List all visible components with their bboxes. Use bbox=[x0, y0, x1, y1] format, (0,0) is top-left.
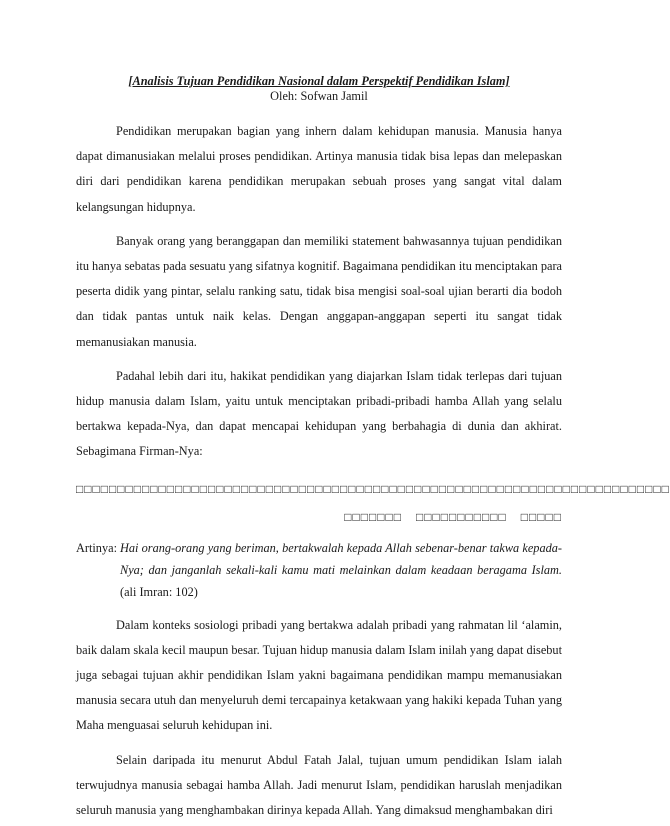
paragraph-4: Dalam konteks sosiologi pribadi yang bertakwa adalah pribadi yang rahmatan lil ‘alamin, baik dalam skala kecil maupun besar. Tujuan hidup manusia dalam Islam inilah yang dapat disebut juga sebagai tujuan akhir pendidikan Islam yakni bagaimana pendidikan mampu memanusiakan manusia secara utuh dan menyeluruh demi tercapainya ketakwaan yang hakiki kepada Tuhan yang Maha menguasai seluruh kehidupan ini. bbox=[76, 617, 562, 733]
arabic-word: □□□□ bbox=[389, 481, 423, 496]
arabic-word: □□□□□□□□□ bbox=[166, 481, 241, 496]
arabic-word: □□□□□□□□ bbox=[323, 481, 390, 496]
verse-translation bbox=[76, 537, 562, 603]
arabic-word: □□□□ bbox=[422, 481, 456, 496]
translation-text: Hai orang-orang yang beriman, bertakwalah kepada Allah sebenar-benar takwa kepada-Nya; dan janganlah sekali-kali kamu mati melainkan dalam keadaan beragama Islam. bbox=[120, 540, 562, 577]
arabic-word: □□□□ bbox=[529, 481, 563, 496]
translation-label: Artinya: bbox=[76, 540, 117, 555]
paragraph-3: Padahal lebih dari itu, hakikat pendidikan yang diajarkan Islam tidak terlepas dari tujuan hidup manusia dalam Islam, yaitu untuk menciptakan pribadi-pribadi hamba Allah yang selalu bertakwa kepada-Nya, dan dapat mencapai kehidupan yang berbahagia di dunia dan akhirat. Sebagimana Firman-Nya: bbox=[76, 368, 562, 459]
arabic-word: □□□□□□□ bbox=[344, 509, 403, 524]
paragraph-5: Selain daripada itu menurut Abdul Fatah Jalal, tujuan umum pendidikan Islam ialah terwujudnya manusia sebagai hamba Allah. Jadi menurut Islam, pendidikan haruslah menjadikan seluruh manusia yang menghambakan dirinya kepada Allah. Yang dimaksud menghambakan diri bbox=[76, 752, 562, 818]
document-author: Oleh: Sofwan Jamil bbox=[270, 89, 368, 103]
arabic-word: □□□□□□□□□□□ bbox=[416, 509, 507, 524]
translation-reference: (ali Imran: 102) bbox=[120, 584, 198, 599]
arabic-verse-line-1 bbox=[76, 475, 670, 503]
document-title: [Analisis Tujuan Pendidikan Nasional dalam Perspektif Pendidikan Islam] bbox=[128, 74, 510, 88]
paragraph-1: Pendidikan merupakan bagian yang inhern dalam kehidupan manusia. Manusia hanya dapat dimanusiakan melalui proses pendidikan. Artinya manusia tidak bisa lepas dan melepaskan diri dari pendidikan karena pendidikan merupakan sebuah proses yang sangat vital dalam kelangsungan hidupnya. bbox=[76, 124, 562, 214]
arabic-word: □□□□□□□□□□□ bbox=[76, 481, 167, 496]
arabic-word: □□□□□□□□□ bbox=[562, 481, 637, 496]
arabic-word: □□□□□□□□□□ bbox=[240, 481, 324, 496]
paragraph-2: Banyak orang yang beranggapan dan memiliki statement bahwasannya tujuan pendidikan itu hanya sebatas pada sesuatu yang sifatnya kognitif. Bagaimana pendidikan itu menciptakan para peserta didik yang pintar, selalu ranking satu, tidak bisa mengisi soal-soal ujian berarti dia bodoh dan tidak pantas untuk naik kelas. Dengan anggapan-anggapan seperti itu sangat tidak memanusiakan manusia. bbox=[76, 233, 562, 349]
translation-body bbox=[120, 537, 562, 603]
arabic-word: □□□□□□□□□ bbox=[455, 481, 530, 496]
arabic-verse-line-2 bbox=[76, 503, 562, 531]
arabic-word: □□□□ bbox=[636, 481, 670, 496]
arabic-word: □□□□□ bbox=[520, 509, 562, 524]
arabic-verse bbox=[76, 475, 670, 531]
